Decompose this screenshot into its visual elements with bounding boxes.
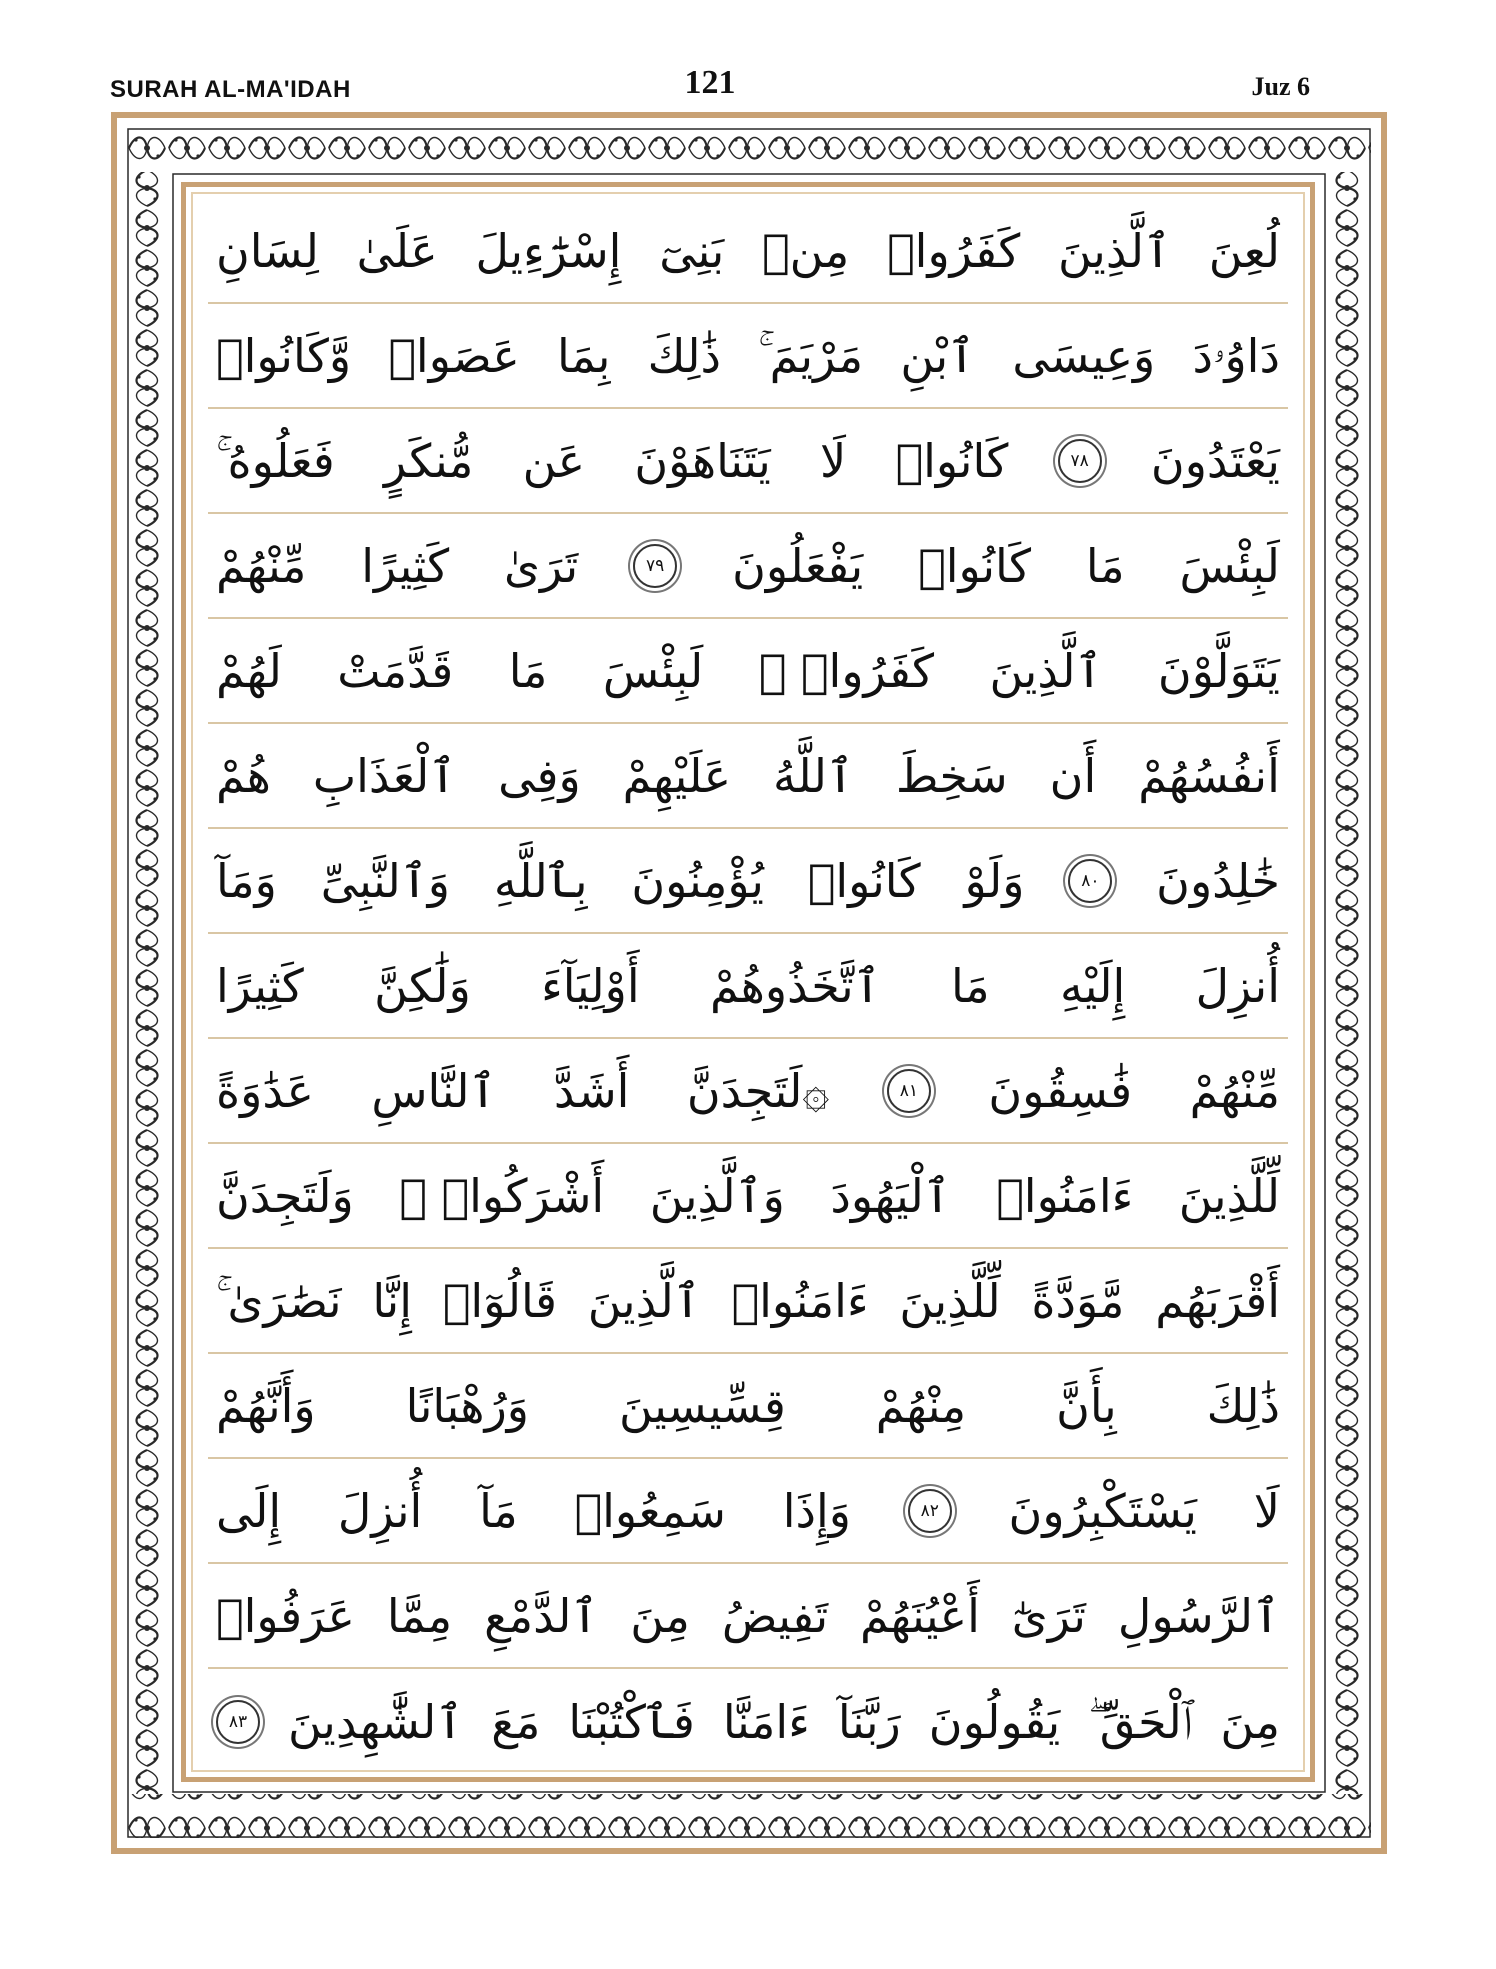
quran-word: وَعِيسَى: [1012, 328, 1156, 383]
verse-line: [208, 1564, 1288, 1669]
quran-word: ذَٰلِكَ: [647, 328, 721, 383]
quran-word: بَنِىٓ: [659, 223, 725, 278]
quran-word: إِلَيْهِ: [1059, 958, 1126, 1013]
quran-word: ٱلَّذِينَ: [1058, 223, 1171, 278]
quran-word: خَٰلِدُونَ: [1156, 853, 1280, 908]
quran-word: بِمَا: [557, 328, 611, 383]
quran-word: ٱتَّخَذُوهُمْ: [709, 958, 881, 1013]
quran-word: ءَامَنُوا۟: [731, 1273, 869, 1328]
verse-line: [208, 1144, 1288, 1249]
quran-word: أُنزِلَ: [1195, 958, 1280, 1013]
quran-word: مَرْيَمَ ۚ: [758, 328, 864, 383]
quran-word: هُمْ: [216, 748, 271, 803]
quran-word: لُعِنَ: [1208, 223, 1280, 278]
quran-word: مِنۢ: [762, 223, 850, 278]
quran-word: كَانُوا۟: [918, 538, 1031, 593]
ayah-number-marker: ٨٣: [216, 1700, 260, 1744]
quran-word: لَهُمْ: [216, 643, 282, 698]
verse-line: [208, 1249, 1288, 1354]
quran-word: قَدَّمَتْ: [337, 643, 454, 698]
verse-line: [208, 829, 1288, 934]
quran-word: أَشْرَكُوا۟ ۖ: [399, 1168, 605, 1223]
quran-word: أَشَدَّ: [553, 1063, 630, 1118]
quran-word: ٱلَّذِينَ: [989, 643, 1103, 698]
quran-word: كَفَرُوا۟: [887, 223, 1021, 278]
surah-name: SURAH AL-MA'IDAH: [110, 76, 351, 103]
quran-word: لَبِئْسَ: [602, 643, 704, 698]
ayah-number-marker: ٨٠: [1068, 859, 1112, 903]
quran-word: يَفْعَلُونَ: [732, 538, 864, 593]
quran-word: عَدَٰوَةً: [216, 1063, 314, 1118]
quran-word: يَعْتَدُونَ: [1150, 433, 1280, 488]
quran-word: عَلَيْهِمْ: [622, 748, 732, 803]
quran-word: يُؤْمِنُونَ: [631, 853, 764, 908]
juz-label: Juz 6: [1251, 72, 1310, 101]
quran-word: أُنزِلَ: [337, 1483, 423, 1538]
quran-word: وَّكَانُوا۟: [216, 328, 352, 383]
quran-word: لِّلَّذِينَ: [1178, 1168, 1280, 1223]
quran-word: ٱلرَّسُولِ: [1117, 1588, 1280, 1643]
quran-word: قِسِّيسِينَ: [618, 1378, 786, 1433]
quran-word: مِنَ: [1220, 1694, 1280, 1749]
quran-word: وَلَتَجِدَنَّ: [216, 1168, 354, 1223]
verse-line: [208, 409, 1288, 514]
text-area: [181, 182, 1315, 1782]
ayah-number-marker: ٨٢: [908, 1489, 952, 1533]
quran-word: وَلَوْ: [964, 853, 1025, 908]
quran-word: لَبِئْسَ: [1179, 538, 1280, 593]
quran-word: أَقْرَبَهُم: [1155, 1273, 1280, 1328]
verse-line: [208, 1039, 1288, 1144]
quran-word: بِٱللَّهِ: [493, 853, 588, 908]
quran-word: وَمَآ: [216, 853, 277, 908]
quran-word: دَاوُۥدَ: [1192, 328, 1280, 383]
quran-word: مِّنْهُمْ: [1189, 1063, 1280, 1118]
quran-word: فَٰسِقُونَ: [988, 1063, 1133, 1118]
verse-line: [208, 724, 1288, 829]
quran-word: فَعَلُوهُ ۚ: [216, 433, 335, 488]
quran-word: يَتَنَاهَوْنَ: [634, 433, 771, 488]
quran-word: سَخِطَ: [895, 748, 1008, 803]
quran-word: مَا: [508, 643, 548, 698]
quran-word: ٱللَّهُ: [773, 748, 854, 803]
quran-word: عَصَوا۟: [388, 328, 520, 383]
quran-word: فَٱكْتُبْنَا: [568, 1694, 695, 1749]
quran-word: وَفِى: [498, 748, 581, 803]
quran-word: وَٱلَّذِينَ: [649, 1168, 785, 1223]
quran-word: أَنفُسُهُمْ: [1138, 748, 1280, 803]
verse-line: [208, 934, 1288, 1039]
quran-word: نَصَٰرَىٰ ۚ: [216, 1273, 342, 1328]
quran-word: كَفَرُوا۟ ۚ: [758, 643, 935, 698]
quran-word: ٱلشَّٰهِدِينَ: [288, 1694, 464, 1749]
quran-word: إِسْرَٰٓءِيلَ: [475, 223, 622, 278]
quran-word: عَلَىٰ: [356, 223, 438, 278]
quran-word: لِّلَّذِينَ: [899, 1273, 1001, 1328]
quran-word: يَسْتَكْبِرُونَ: [1008, 1483, 1197, 1538]
page-number: 121: [684, 64, 736, 101]
quran-word: ۞لَتَجِدَنَّ: [686, 1063, 830, 1118]
quran-word: كَثِيرًا: [361, 538, 450, 593]
quran-word: ءَامَنُوا۟: [996, 1168, 1134, 1223]
ayah-number-marker: ٧٨: [1058, 439, 1102, 483]
verse-line: [208, 514, 1288, 619]
quran-word: ءَامَنَّا: [722, 1694, 810, 1749]
quran-word: وَإِذَا: [782, 1483, 851, 1538]
quran-word: تَرَىٰٓ: [1011, 1588, 1086, 1643]
quran-word: وَلَٰكِنَّ: [374, 958, 471, 1013]
quran-word: مِنْهُمْ: [875, 1378, 967, 1433]
quran-word: وَأَنَّهُمْ: [216, 1378, 316, 1433]
quran-word: إِنَّا: [372, 1273, 412, 1328]
quran-word: ٱلدَّمْعِ: [484, 1588, 599, 1643]
quran-word: مُّنكَرٍ: [384, 433, 474, 488]
quran-word: كَانُوا۟: [807, 853, 921, 908]
quran-word: مِّنْهُمْ: [216, 538, 307, 593]
quran-word: قَالُوٓا۟: [442, 1273, 557, 1328]
quran-word: أَن: [1049, 748, 1097, 803]
quran-word: كَانُوا۟: [895, 433, 1009, 488]
quran-word: بِأَنَّ: [1056, 1378, 1117, 1433]
verse-line: [208, 1459, 1288, 1564]
quran-word: مَا: [950, 958, 990, 1013]
quran-word: يَتَوَلَّوْنَ: [1157, 643, 1280, 698]
quran-word: وَرُهْبَانًا: [405, 1378, 529, 1433]
verse-line: [208, 304, 1288, 409]
quran-word: كَثِيرًا: [216, 958, 304, 1013]
quran-word: تَفِيضُ: [721, 1588, 829, 1643]
quran-word: أَوْلِيَآءَ: [541, 958, 640, 1013]
verse-line: [208, 619, 1288, 724]
quran-word: لَا: [820, 433, 847, 488]
quran-word: ٱبْنِ: [900, 328, 976, 383]
quran-word: يَقُولُونَ: [928, 1694, 1061, 1749]
verse-lines: [208, 199, 1288, 1774]
quran-word: تَرَىٰ: [504, 538, 579, 593]
quran-word: سَمِعُوا۟: [574, 1483, 726, 1538]
page-header: [110, 60, 1310, 110]
quran-word: مَآ: [479, 1483, 518, 1538]
verse-line: [208, 199, 1288, 304]
quran-word: مَا: [1085, 538, 1125, 593]
verse-line: [208, 1669, 1288, 1774]
quran-word: أَعْيُنَهُمْ: [860, 1588, 980, 1643]
quran-word: مَّوَدَّةً: [1031, 1273, 1125, 1328]
quran-word: عَرَفُوا۟: [216, 1588, 355, 1643]
quran-word: لَا: [1253, 1483, 1280, 1538]
quran-word: إِلَى: [216, 1483, 282, 1538]
quran-word: لِسَانِ: [216, 223, 319, 278]
quran-word: ٱلْيَهُودَ: [830, 1168, 951, 1223]
quran-word: عَن: [522, 433, 586, 488]
quran-word: ٱلَّذِينَ: [587, 1273, 701, 1328]
quran-word: ٱلْعَذَابِ: [312, 748, 457, 803]
quran-word: ٱلنَّاسِ: [371, 1063, 497, 1118]
quran-word: مِنَ: [630, 1588, 690, 1643]
ayah-number-marker: ٨١: [887, 1069, 931, 1113]
quran-word: ذَٰلِكَ: [1206, 1378, 1280, 1433]
quran-word: مِمَّا: [386, 1588, 453, 1643]
quran-word: رَبَّنَآ: [837, 1694, 901, 1749]
quran-word: وَٱلنَّبِىِّ: [320, 853, 450, 908]
quran-word: مَعَ: [491, 1694, 541, 1749]
quran-word: ٱلْحَقِّ ۖ: [1088, 1694, 1193, 1749]
verse-line: [208, 1354, 1288, 1459]
page-frame: [111, 112, 1387, 1854]
ayah-number-marker: ٧٩: [633, 544, 677, 588]
